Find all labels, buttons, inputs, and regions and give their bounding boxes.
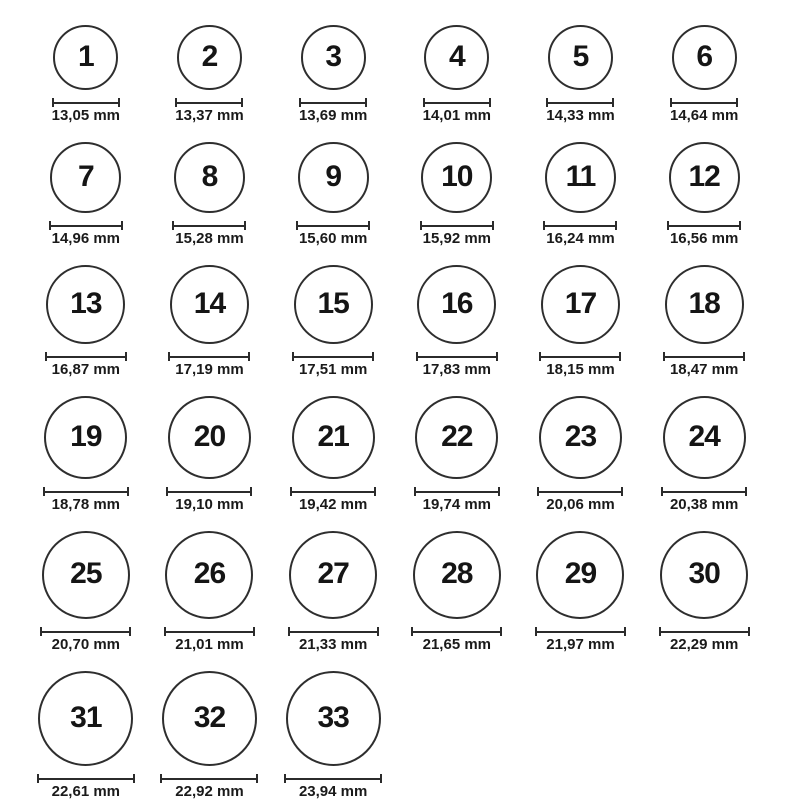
ring-size-item bbox=[395, 531, 519, 652]
measure-line-icon bbox=[663, 352, 745, 361]
diameter-label: 22,92 mm bbox=[175, 783, 244, 800]
ring-circle bbox=[672, 25, 737, 90]
diameter-label: 13,69 mm bbox=[298, 107, 368, 124]
diameter-label: 15,28 mm bbox=[175, 230, 244, 247]
ring-circle bbox=[415, 396, 498, 479]
measure-line-icon bbox=[535, 627, 626, 636]
measure-line-icon bbox=[539, 352, 621, 361]
diameter-label: 14,01 mm bbox=[422, 107, 492, 124]
measure-line-icon bbox=[659, 627, 750, 636]
measure-line-icon bbox=[414, 487, 500, 496]
measure-line-icon bbox=[172, 221, 246, 230]
size-row bbox=[24, 531, 766, 652]
diameter-label: 18,78 mm bbox=[51, 496, 121, 513]
ring-circle bbox=[44, 396, 127, 479]
ring-circle bbox=[53, 25, 118, 90]
ring-size-number: 10 bbox=[441, 159, 473, 193]
measure-line-icon bbox=[40, 627, 131, 636]
diameter-label: 23,94 mm bbox=[298, 783, 368, 800]
measure-line-icon bbox=[49, 221, 123, 230]
ring-size-item bbox=[24, 25, 148, 123]
ring-size-item bbox=[395, 142, 519, 246]
ring-size-item bbox=[519, 531, 643, 652]
measure-line-icon bbox=[288, 627, 379, 636]
ring-size-number: 28 bbox=[441, 557, 473, 590]
ring-size-item bbox=[271, 671, 395, 799]
ring-circle bbox=[548, 25, 613, 90]
ring-circle bbox=[298, 142, 369, 213]
ring-size-item bbox=[642, 25, 766, 123]
diameter-label: 20,38 mm bbox=[669, 496, 739, 513]
ring-circle bbox=[421, 142, 492, 213]
ring-size-number: 25 bbox=[70, 557, 102, 590]
ring-circle bbox=[162, 671, 257, 766]
diameter-label: 14,64 mm bbox=[669, 107, 739, 124]
ring-circle bbox=[38, 671, 133, 766]
measure-line-icon bbox=[546, 98, 614, 107]
measure-line-icon bbox=[292, 352, 374, 361]
ring-circle bbox=[665, 265, 744, 344]
measure-line-icon bbox=[296, 221, 370, 230]
ring-size-item bbox=[271, 25, 395, 123]
ring-size-item bbox=[271, 142, 395, 246]
ring-size-number: 19 bbox=[70, 419, 102, 453]
diameter-label: 18,15 mm bbox=[546, 361, 615, 378]
ring-size-number: 32 bbox=[193, 700, 226, 734]
measure-line-icon bbox=[284, 774, 382, 783]
diameter-label: 15,92 mm bbox=[422, 230, 492, 247]
ring-size-item bbox=[24, 671, 148, 799]
ring-circle bbox=[545, 142, 616, 213]
ring-size-item bbox=[642, 531, 766, 652]
diameter-label: 17,51 mm bbox=[298, 361, 368, 378]
measure-line-icon bbox=[423, 98, 491, 107]
size-row bbox=[24, 671, 766, 799]
ring-size-number: 2 bbox=[201, 39, 218, 73]
measure-line-icon bbox=[420, 221, 494, 230]
measure-line-icon bbox=[43, 487, 129, 496]
diameter-label: 16,24 mm bbox=[546, 230, 615, 247]
measure-line-icon bbox=[160, 774, 258, 783]
diameter-label: 20,06 mm bbox=[546, 496, 615, 513]
ring-size-number: 3 bbox=[325, 39, 341, 73]
ring-circle bbox=[292, 396, 375, 479]
ring-size-number: 7 bbox=[77, 159, 94, 193]
diameter-label: 15,60 mm bbox=[298, 230, 368, 247]
diameter-label: 17,83 mm bbox=[422, 361, 492, 378]
ring-size-number: 18 bbox=[688, 286, 720, 320]
measure-line-icon bbox=[45, 352, 127, 361]
measure-line-icon bbox=[52, 98, 120, 107]
ring-size-number: 22 bbox=[441, 419, 473, 453]
diameter-label: 13,05 mm bbox=[51, 107, 121, 124]
diameter-label: 19,10 mm bbox=[175, 496, 244, 513]
ring-size-item bbox=[148, 265, 272, 377]
diameter-label: 14,96 mm bbox=[51, 230, 121, 247]
ring-size-number: 24 bbox=[688, 419, 720, 453]
ring-size-number: 29 bbox=[564, 557, 597, 590]
diameter-label: 22,61 mm bbox=[51, 783, 121, 800]
size-row bbox=[24, 25, 766, 123]
ring-circle bbox=[42, 531, 130, 619]
diameter-label: 19,42 mm bbox=[298, 496, 368, 513]
ring-size-item bbox=[148, 671, 272, 799]
ring-circle bbox=[50, 142, 121, 213]
measure-line-icon bbox=[537, 487, 623, 496]
ring-size-number: 8 bbox=[201, 159, 218, 193]
measure-line-icon bbox=[670, 98, 738, 107]
ring-circle bbox=[660, 531, 748, 619]
ring-size-item bbox=[395, 265, 519, 377]
measure-line-icon bbox=[290, 487, 376, 496]
ring-circle bbox=[165, 531, 253, 619]
ring-size-number: 31 bbox=[70, 700, 102, 734]
size-row bbox=[24, 142, 766, 246]
ring-size-number: 23 bbox=[564, 419, 597, 453]
ring-size-number: 15 bbox=[317, 286, 349, 320]
ring-size-item bbox=[24, 396, 148, 512]
ring-size-item bbox=[519, 396, 643, 512]
ring-size-number: 5 bbox=[572, 39, 589, 73]
ring-size-number: 17 bbox=[564, 286, 597, 320]
ring-size-number: 12 bbox=[688, 159, 720, 193]
ring-size-item bbox=[24, 531, 148, 652]
ring-circle bbox=[663, 396, 746, 479]
measure-line-icon bbox=[164, 627, 255, 636]
ring-circle bbox=[417, 265, 496, 344]
ring-circle bbox=[168, 396, 251, 479]
ring-size-number: 9 bbox=[325, 159, 341, 193]
ring-circle bbox=[424, 25, 489, 90]
ring-circle bbox=[541, 265, 620, 344]
measure-line-icon bbox=[543, 221, 617, 230]
ring-size-item bbox=[271, 396, 395, 512]
ring-circle bbox=[286, 671, 381, 766]
ring-size-item bbox=[24, 142, 148, 246]
ring-circle bbox=[289, 531, 377, 619]
ring-size-item bbox=[642, 265, 766, 377]
ring-size-item bbox=[519, 25, 643, 123]
ring-size-number: 6 bbox=[696, 39, 712, 73]
measure-line-icon bbox=[661, 487, 747, 496]
ring-size-item bbox=[271, 531, 395, 652]
ring-circle bbox=[294, 265, 373, 344]
ring-size-item bbox=[395, 396, 519, 512]
ring-circle bbox=[46, 265, 125, 344]
ring-size-item bbox=[519, 142, 643, 246]
ring-size-number: 13 bbox=[70, 286, 102, 320]
ring-circle bbox=[301, 25, 366, 90]
measure-line-icon bbox=[416, 352, 498, 361]
measure-line-icon bbox=[166, 487, 252, 496]
ring-circle bbox=[177, 25, 242, 90]
diameter-label: 21,97 mm bbox=[546, 636, 615, 653]
ring-size-number: 26 bbox=[193, 557, 226, 590]
ring-size-item bbox=[271, 265, 395, 377]
ring-size-number: 1 bbox=[77, 39, 94, 73]
size-row bbox=[24, 396, 766, 512]
measure-line-icon bbox=[37, 774, 135, 783]
ring-size-item bbox=[148, 531, 272, 652]
ring-size-number: 30 bbox=[688, 557, 720, 590]
diameter-label: 16,87 mm bbox=[51, 361, 121, 378]
ring-size-number: 11 bbox=[565, 159, 596, 193]
diameter-label: 21,01 mm bbox=[175, 636, 244, 653]
ring-size-number: 4 bbox=[448, 39, 465, 73]
ring-circle bbox=[174, 142, 245, 213]
measure-line-icon bbox=[175, 98, 243, 107]
ring-circle bbox=[539, 396, 622, 479]
ring-circle bbox=[536, 531, 624, 619]
ring-size-item bbox=[642, 142, 766, 246]
diameter-label: 18,47 mm bbox=[669, 361, 739, 378]
ring-size-item bbox=[148, 25, 272, 123]
diameter-label: 17,19 mm bbox=[175, 361, 244, 378]
measure-line-icon bbox=[168, 352, 250, 361]
ring-circle bbox=[669, 142, 740, 213]
diameter-label: 21,33 mm bbox=[298, 636, 368, 653]
ring-size-number: 27 bbox=[317, 557, 349, 590]
measure-line-icon bbox=[411, 627, 502, 636]
size-row bbox=[24, 265, 766, 377]
measure-line-icon bbox=[299, 98, 367, 107]
diameter-label: 16,56 mm bbox=[669, 230, 739, 247]
ring-size-item bbox=[519, 265, 643, 377]
ring-size-item bbox=[148, 142, 272, 246]
measure-line-icon bbox=[667, 221, 741, 230]
ring-size-number: 20 bbox=[193, 419, 226, 453]
ring-size-item bbox=[642, 396, 766, 512]
ring-circle bbox=[170, 265, 249, 344]
diameter-label: 22,29 mm bbox=[669, 636, 739, 653]
diameter-label: 19,74 mm bbox=[422, 496, 492, 513]
ring-size-number: 33 bbox=[317, 700, 349, 734]
diameter-label: 21,65 mm bbox=[422, 636, 492, 653]
ring-circle bbox=[413, 531, 501, 619]
ring-size-number: 21 bbox=[317, 419, 349, 453]
ring-size-item bbox=[395, 25, 519, 123]
ring-size-item bbox=[24, 265, 148, 377]
ring-size-number: 14 bbox=[193, 286, 226, 320]
ring-size-number: 16 bbox=[441, 286, 473, 320]
diameter-label: 20,70 mm bbox=[51, 636, 121, 653]
ring-size-item bbox=[148, 396, 272, 512]
diameter-label: 14,33 mm bbox=[546, 107, 615, 124]
diameter-label: 13,37 mm bbox=[175, 107, 244, 124]
